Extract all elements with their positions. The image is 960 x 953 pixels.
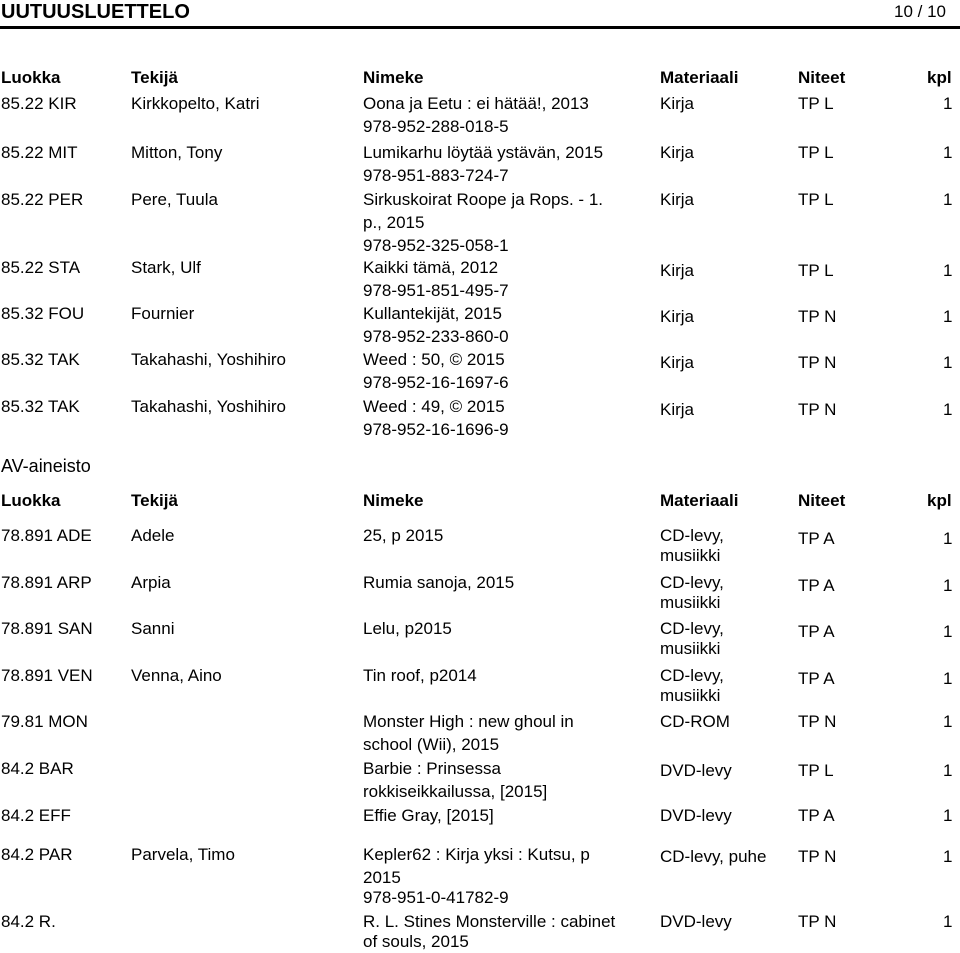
cell-niteet: TP N	[798, 353, 837, 372]
cell-tekija: Arpia	[131, 573, 171, 592]
cell-materiaali-cont: musiikki	[660, 593, 721, 612]
cell-nimeke-isbn: 978-952-325-058-1	[363, 236, 509, 255]
cell-materiaali: CD-levy,	[660, 526, 724, 545]
cell-luokka: 79.81 MON	[1, 712, 88, 731]
cell-luokka: 84.2 BAR	[1, 759, 74, 778]
cell-luokka: 85.32 FOU	[1, 304, 85, 323]
cell-materiaali: CD-ROM	[660, 712, 730, 731]
header-luokka: Luokka	[1, 68, 61, 87]
cell-niteet: TP N	[798, 847, 837, 866]
cell-materiaali: CD-levy,	[660, 666, 724, 685]
header-tekija: Tekijä	[131, 491, 178, 510]
cell-nimeke-title: Kepler62 : Kirja yksi : Kutsu, p	[363, 845, 590, 864]
cell-niteet: TP N	[798, 307, 837, 326]
cell-luokka: 85.22 KIR	[1, 94, 77, 113]
cell-nimeke-title-cont: of souls, 2015	[363, 932, 469, 951]
cell-nimeke-title: Effie Gray, [2015]	[363, 806, 494, 825]
cell-niteet: TP N	[798, 912, 837, 931]
cell-kpl: 1	[943, 353, 953, 372]
cell-niteet: TP A	[798, 622, 835, 641]
cell-nimeke-title: Monster High : new ghoul in	[363, 712, 574, 731]
cell-materiaali: CD-levy,	[660, 573, 724, 592]
cell-luokka: 84.2 EFF	[1, 806, 71, 825]
header-kpl: kpl	[927, 491, 952, 510]
cell-luokka: 78.891 ARP	[1, 573, 92, 592]
cell-nimeke-title: Sirkuskoirat Roope ja Rops. - 1.	[363, 190, 603, 209]
cell-kpl: 1	[943, 622, 953, 641]
cell-luokka: 78.891 VEN	[1, 666, 93, 685]
title-divider	[0, 26, 960, 29]
cell-nimeke-title: Kaikki tämä, 2012	[363, 258, 499, 277]
cell-materiaali: Kirja	[660, 143, 695, 162]
cell-tekija: Venna, Aino	[131, 666, 222, 685]
header-nimeke: Nimeke	[363, 68, 424, 87]
cell-materiaali-cont: musiikki	[660, 546, 721, 565]
cell-luokka: 85.22 STA	[1, 258, 81, 277]
cell-nimeke-title-cont: rokkiseikkailussa, [2015]	[363, 782, 548, 801]
cell-nimeke-isbn: 978-952-288-018-5	[363, 117, 509, 136]
cell-materiaali: Kirja	[660, 190, 695, 209]
cell-kpl: 1	[943, 806, 953, 825]
cell-niteet: TP A	[798, 669, 835, 688]
cell-nimeke-title-cont: 2015	[363, 868, 401, 887]
cell-niteet: TP N	[798, 400, 837, 419]
cell-kpl: 1	[943, 912, 953, 931]
header-tekija: Tekijä	[131, 68, 178, 87]
cell-luokka: 84.2 PAR	[1, 845, 73, 864]
cell-nimeke-title: Weed : 49, © 2015	[363, 397, 505, 416]
cell-materiaali: Kirja	[660, 94, 695, 113]
cell-kpl: 1	[943, 847, 953, 866]
cell-niteet: TP L	[798, 190, 834, 209]
cell-luokka: 78.891 SAN	[1, 619, 93, 638]
cell-nimeke-title: Kullantekijät, 2015	[363, 304, 502, 323]
cell-kpl: 1	[943, 307, 953, 326]
cell-nimeke-title: Lelu, p2015	[363, 619, 452, 638]
header-niteet: Niteet	[798, 68, 846, 87]
cell-niteet: TP A	[798, 529, 835, 548]
cell-luokka: 85.32 TAK	[1, 350, 80, 369]
page-indicator: 10 / 10	[894, 2, 946, 21]
cell-materiaali: DVD-levy	[660, 761, 732, 780]
cell-materiaali: Kirja	[660, 400, 695, 419]
header-nimeke: Nimeke	[363, 491, 424, 510]
cell-nimeke-title: R. L. Stines Monsterville : cabinet	[363, 912, 616, 931]
cell-nimeke-title: Weed : 50, © 2015	[363, 350, 505, 369]
cell-nimeke-title: Rumia sanoja, 2015	[363, 573, 515, 592]
cell-materiaali: DVD-levy	[660, 806, 732, 825]
header-materiaali: Materiaali	[660, 68, 739, 87]
cell-niteet: TP L	[798, 94, 834, 113]
cell-kpl: 1	[943, 143, 953, 162]
cell-materiaali: DVD-levy	[660, 912, 732, 931]
cell-nimeke-isbn: 978-952-16-1696-9	[363, 420, 509, 439]
cell-tekija: Sanni	[131, 619, 175, 638]
cell-materiaali: CD-levy, puhe	[660, 847, 767, 866]
cell-niteet: TP A	[798, 576, 835, 595]
cell-kpl: 1	[943, 190, 953, 209]
cell-niteet: TP N	[798, 712, 837, 731]
cell-tekija: Takahashi, Yoshihiro	[131, 397, 287, 416]
cell-nimeke-isbn: 978-952-16-1697-6	[363, 373, 509, 392]
cell-tekija: Mitton, Tony	[131, 143, 223, 162]
header-niteet: Niteet	[798, 491, 846, 510]
header-luokka: Luokka	[1, 491, 61, 510]
cell-luokka: 85.32 TAK	[1, 397, 80, 416]
cell-kpl: 1	[943, 529, 953, 548]
cell-nimeke-isbn: 978-951-883-724-7	[363, 166, 509, 185]
cell-nimeke-title: Lumikarhu löytää ystävän, 2015	[363, 143, 604, 162]
cell-nimeke-title: Tin roof, p2014	[363, 666, 477, 685]
cell-kpl: 1	[943, 261, 953, 280]
cell-tekija: Pere, Tuula	[131, 190, 218, 209]
header-kpl: kpl	[927, 68, 952, 87]
cell-tekija: Fournier	[131, 304, 195, 323]
cell-luokka: 84.2 R.	[1, 912, 56, 931]
cell-nimeke-isbn: 978-951-0-41782-9	[363, 888, 509, 907]
cell-materiaali: CD-levy,	[660, 619, 724, 638]
cell-kpl: 1	[943, 669, 953, 688]
cell-nimeke-title: 25, p 2015	[363, 526, 444, 545]
cell-niteet: TP A	[798, 806, 835, 825]
cell-kpl: 1	[943, 576, 953, 595]
cell-materiaali-cont: musiikki	[660, 686, 721, 705]
header-materiaali: Materiaali	[660, 491, 739, 510]
cell-tekija: Parvela, Timo	[131, 845, 235, 864]
cell-luokka: 85.22 PER	[1, 190, 84, 209]
cell-nimeke-title-cont: school (Wii), 2015	[363, 735, 500, 754]
cell-luokka: 85.22 MIT	[1, 143, 78, 162]
cell-nimeke-title: Barbie : Prinsessa	[363, 759, 501, 778]
cell-nimeke-title-cont: p., 2015	[363, 213, 425, 232]
cell-niteet: TP L	[798, 143, 834, 162]
cell-nimeke-title: Oona ja Eetu : ei hätää!, 2013	[363, 94, 589, 113]
cell-materiaali: Kirja	[660, 261, 695, 280]
cell-luokka: 78.891 ADE	[1, 526, 92, 545]
cell-niteet: TP L	[798, 261, 834, 280]
cell-materiaali-cont: musiikki	[660, 639, 721, 658]
cell-tekija: Takahashi, Yoshihiro	[131, 350, 287, 369]
cell-kpl: 1	[943, 761, 953, 780]
cell-tekija: Adele	[131, 526, 175, 545]
cell-tekija: Stark, Ulf	[131, 258, 201, 277]
cell-nimeke-isbn: 978-952-233-860-0	[363, 327, 509, 346]
cell-niteet: TP L	[798, 761, 834, 780]
page-title: UUTUUSLUETTELO	[1, 1, 190, 23]
cell-kpl: 1	[943, 94, 953, 113]
cell-kpl: 1	[943, 400, 953, 419]
section-heading-av: AV-aineisto	[1, 456, 91, 476]
cell-nimeke-isbn: 978-951-851-495-7	[363, 281, 509, 300]
cell-kpl: 1	[943, 712, 953, 731]
cell-materiaali: Kirja	[660, 353, 695, 372]
cell-tekija: Kirkkopelto, Katri	[131, 94, 260, 113]
cell-materiaali: Kirja	[660, 307, 695, 326]
